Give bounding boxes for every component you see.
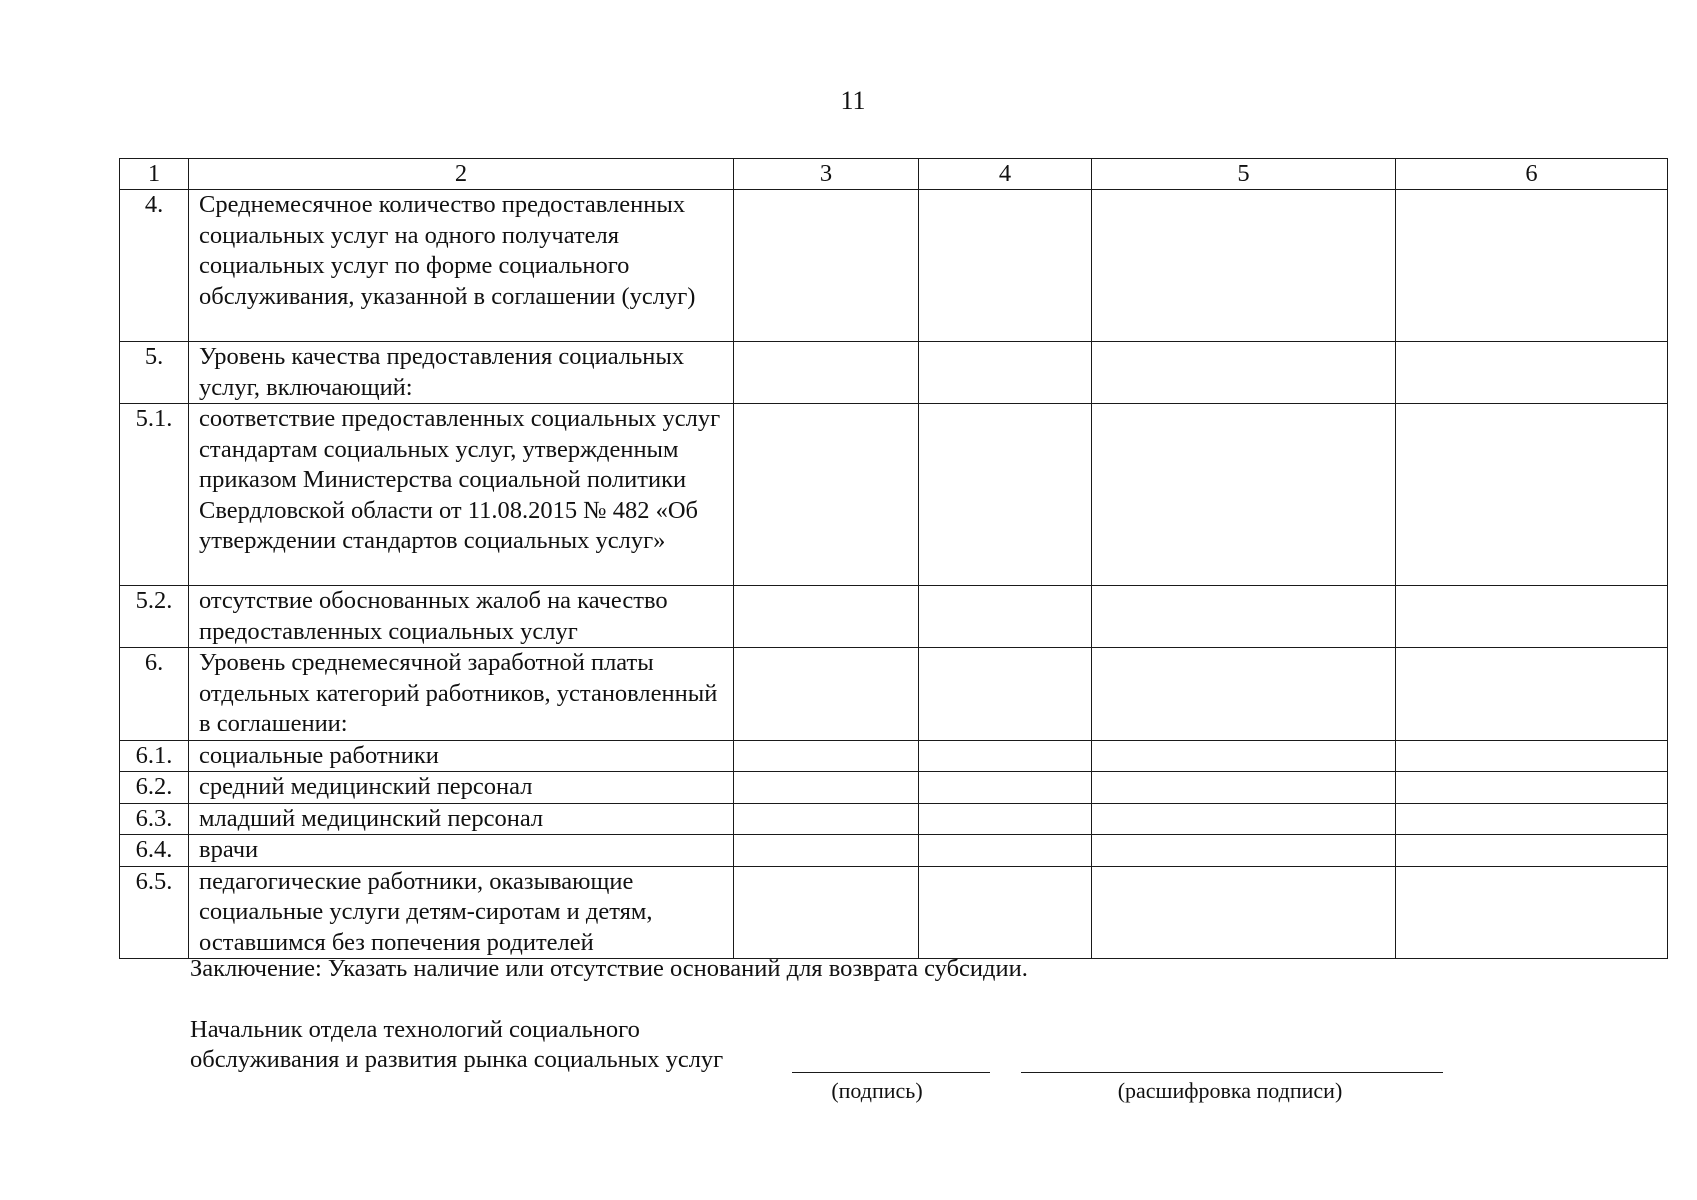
row-number-cell: 6.3. (120, 803, 189, 835)
value-cell-col-6 (1396, 740, 1668, 772)
value-cell-col-3 (734, 586, 919, 648)
row-number-cell: 6.2. (120, 772, 189, 804)
value-cell-col-6 (1396, 342, 1668, 404)
signature-transcript-line (1021, 1072, 1443, 1073)
table-row (120, 772, 1668, 804)
value-cell-col-5 (1092, 866, 1396, 959)
signature-transcript-caption: (расшифровка подписи) (1117, 1078, 1343, 1103)
value-cell-col-3 (734, 648, 919, 741)
page-number: 11 (840, 86, 866, 115)
value-cell-col-5 (1092, 404, 1396, 586)
value-cell-col-4 (919, 866, 1092, 959)
row-number-cell: 5. (120, 342, 189, 404)
value-cell-col-3 (734, 835, 919, 867)
row-number-cell: 5.2. (120, 586, 189, 648)
signatory-title (190, 1015, 723, 1075)
value-cell-col-5 (1092, 586, 1396, 648)
column-header-3: 3 (734, 159, 919, 190)
table-row (120, 342, 1668, 404)
signatory-title-line-1: Начальник отдела технологий социального (190, 1016, 640, 1043)
value-cell-col-5 (1092, 803, 1396, 835)
table-row (120, 740, 1668, 772)
value-cell-col-3 (734, 803, 919, 835)
value-cell-col-3 (734, 740, 919, 772)
signatory-title-line-2: обслуживания и развития рынка социальных услуг (190, 1046, 724, 1073)
value-cell-col-4 (919, 648, 1092, 741)
table-row (120, 648, 1668, 741)
row-number-cell: 4. (120, 190, 189, 342)
row-number-cell: 5.1. (120, 404, 189, 586)
value-cell-col-5 (1092, 648, 1396, 741)
value-cell-col-6 (1396, 803, 1668, 835)
value-cell-col-4 (919, 803, 1092, 835)
indicator-description-cell: средний медицинский персонал (189, 772, 734, 804)
table-body (120, 190, 1668, 959)
value-cell-col-4 (919, 835, 1092, 867)
value-cell-col-6 (1396, 586, 1668, 648)
indicator-description-cell: Уровень среднемесячной заработной платы отдельных категорий работников, установленный в соглашении: (189, 648, 734, 741)
indicator-description-cell: социальные работники (189, 740, 734, 772)
row-number-cell: 6.5. (120, 866, 189, 959)
column-header-4: 4 (919, 159, 1092, 190)
column-header-6: 6 (1396, 159, 1668, 190)
indicator-description-cell: отсутствие обоснованных жалоб на качество предоставленных социальных услуг (189, 586, 734, 648)
value-cell-col-5 (1092, 342, 1396, 404)
indicator-description-cell: педагогические работники, оказывающие социальные услуги детям-сиротам и детям, оставшимся без попечения родителей (189, 866, 734, 959)
value-cell-col-3 (734, 342, 919, 404)
value-cell-col-3 (734, 772, 919, 804)
table-row (120, 866, 1668, 959)
value-cell-col-4 (919, 586, 1092, 648)
value-cell-col-4 (919, 740, 1092, 772)
value-cell-col-6 (1396, 866, 1668, 959)
value-cell-col-3 (734, 866, 919, 959)
signature-caption: (подпись) (831, 1078, 923, 1103)
value-cell-col-4 (919, 342, 1092, 404)
value-cell-col-6 (1396, 835, 1668, 867)
row-number-cell: 6.1. (120, 740, 189, 772)
table-row (120, 190, 1668, 342)
value-cell-col-5 (1092, 835, 1396, 867)
table-row (120, 803, 1668, 835)
value-cell-col-4 (919, 772, 1092, 804)
indicator-description-cell: соответствие предоставленных социальных услуг стандартам социальных услуг, утвержденным приказом Министерства социальной политики Свердловской области от 11.08.2015 № 482 «Об утверждении стандартов социальных услуг» (189, 404, 734, 586)
conclusion-text: Заключение: Указать наличие или отсутствие оснований для возврата субсидии. (190, 955, 1028, 982)
report-table (119, 158, 1668, 959)
table-row (120, 404, 1668, 586)
value-cell-col-4 (919, 190, 1092, 342)
value-cell-col-6 (1396, 772, 1668, 804)
indicator-description-cell: врачи (189, 835, 734, 867)
indicator-description-cell: Среднемесячное количество предоставленных социальных услуг на одного получателя социальных услуг по форме социального обслуживания, указанной в соглашении (услуг) (189, 190, 734, 342)
value-cell-col-6 (1396, 648, 1668, 741)
indicator-description-cell: младший медицинский персонал (189, 803, 734, 835)
value-cell-col-4 (919, 404, 1092, 586)
signature-line (792, 1072, 990, 1073)
column-header-5: 5 (1092, 159, 1396, 190)
row-number-cell: 6.4. (120, 835, 189, 867)
column-header-1: 1 (120, 159, 189, 190)
column-header-2: 2 (189, 159, 734, 190)
value-cell-col-5 (1092, 740, 1396, 772)
indicator-description-cell: Уровень качества предоставления социальных услуг, включающий: (189, 342, 734, 404)
value-cell-col-3 (734, 404, 919, 586)
row-number-cell: 6. (120, 648, 189, 741)
value-cell-col-6 (1396, 404, 1668, 586)
table-header-row (120, 159, 1668, 190)
value-cell-col-3 (734, 190, 919, 342)
table-row (120, 586, 1668, 648)
table-row (120, 835, 1668, 867)
value-cell-col-5 (1092, 190, 1396, 342)
value-cell-col-5 (1092, 772, 1396, 804)
value-cell-col-6 (1396, 190, 1668, 342)
